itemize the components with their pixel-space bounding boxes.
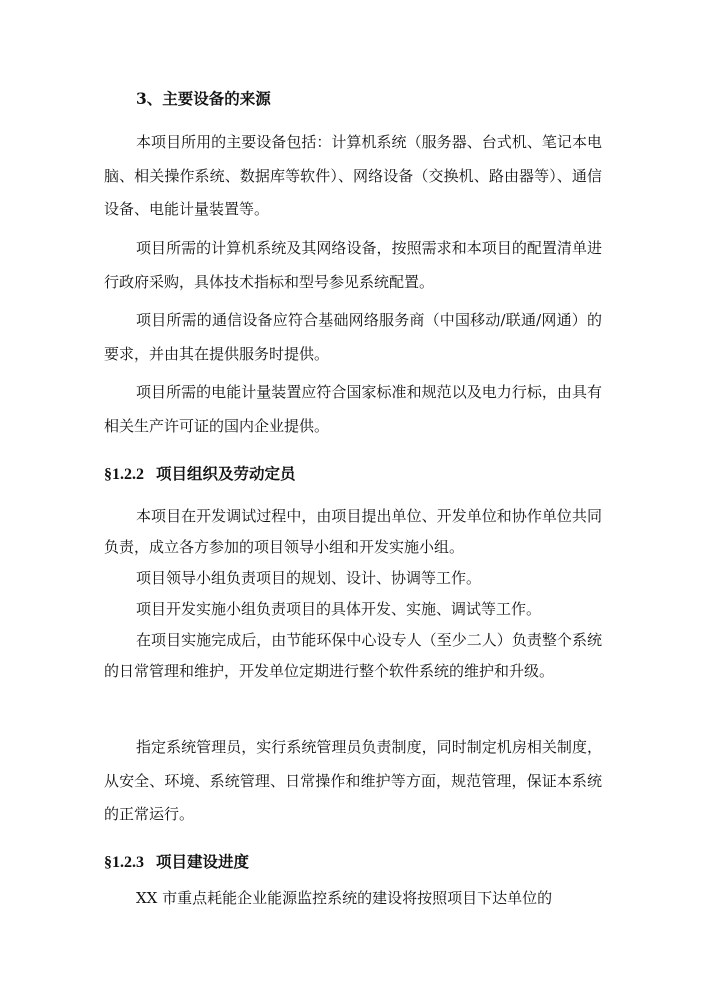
paragraph-implementation-group: 项目开发实施小组负责项目的具体开发、实施、调试等工作。: [136, 600, 542, 618]
paragraph-joint-responsibility: 本项目在开发调试过程中，由项目提出单位、开发单位和协作单位共同负责，成立各方参加的项目领导小组和开发实施小组。: [104, 507, 602, 556]
paragraph-leading-group: 项目领导小组负责项目的规划、设计、协调等工作。: [136, 569, 482, 587]
paragraph-system-administrator: 指定系统管理员，实行系统管理员负责制度，同时制定机房相关制度，从安全、环境、系统管理、日常操作和维护等方面，规范管理，保证本系统的正常运行。: [104, 738, 602, 823]
section-heading-equipment-source: [136, 87, 271, 109]
paragraph-maintenance: 在项目实施完成后，由节能环保中心设专人（至少二人）负责整个系统的日常管理和维护，开发单位定期进行整个软件系统的维护和升级。: [104, 631, 602, 680]
section-number: §1.2.3: [104, 854, 144, 871]
section-title: 项目组织及劳动定员: [156, 464, 296, 483]
section-heading-schedule: [104, 850, 249, 872]
paragraph-metering-devices: 项目所需的电能计量装置应符合国家标准和规范以及电力行标，由具有相关生产许可证的国内企业提供。: [104, 383, 602, 435]
section-number: §1.2.2: [104, 466, 144, 483]
section-title: 项目建设进度: [156, 852, 250, 871]
paragraph-computer-procurement: 项目所需的计算机系统及其网络设备，按照需求和本项目的配置清单进行政府采购，具体技术指标和型号参见系统配置。: [104, 239, 602, 291]
section-heading-text: 3、主要设备的来源: [136, 89, 271, 108]
paragraph-communication-equipment: 项目所需的通信设备应符合基础网络服务商（中国移动/联通/网通）的要求，并由其在提供服务时提供。: [104, 311, 602, 363]
section-heading-organization: [104, 462, 296, 484]
paragraph-schedule-intro: XX 市重点耗能企业能源监控系统的建设将按照项目下达单位的: [136, 889, 553, 907]
paragraph-equipment-list: 本项目所用的主要设备包括：计算机系统（服务器、台式机、笔记本电脑、相关操作系统、数据库等软件）、网络设备（交换机、路由器等）、通信设备、电能计量装置等。: [104, 133, 602, 218]
